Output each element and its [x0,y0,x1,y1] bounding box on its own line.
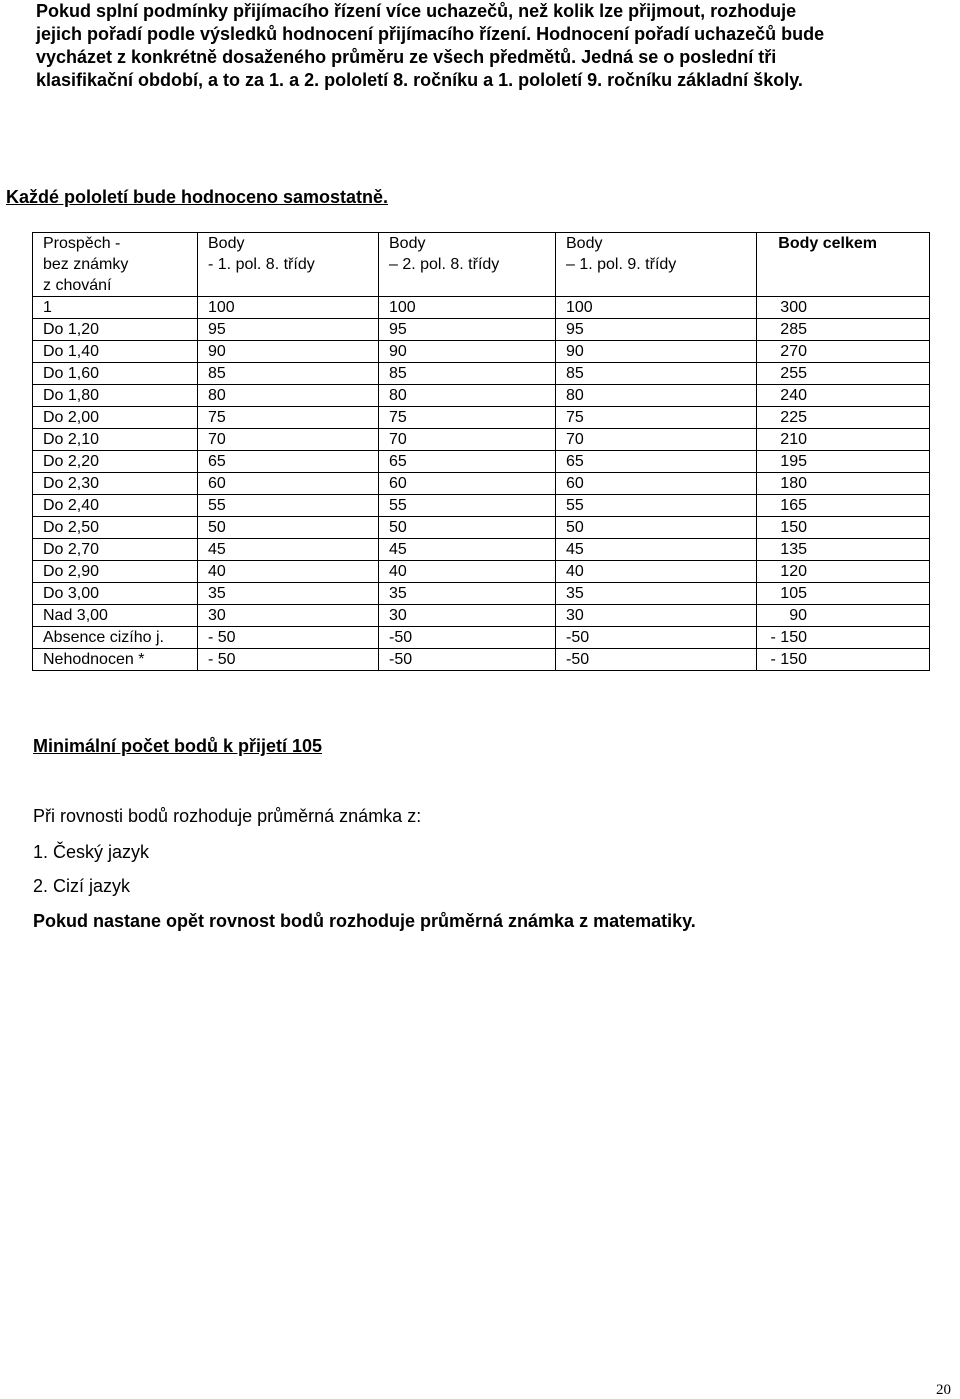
table-cell: 90 [198,341,379,363]
tie-break-item: 2. Cizí jazyk [33,876,131,896]
section-title: Každé pololetí bude hodnoceno samostatně. [6,187,389,207]
tie-break-item: 1. Český jazyk [33,842,150,862]
table-cell: 85 [379,363,556,385]
table-cell: 75 [198,407,379,429]
intro-line: klasifikační období, a to za 1. a 2. pololetí 8. ročníku a 1. pololetí 9. ročníku základní školy. [36,70,803,90]
table-cell: 60 [198,473,379,495]
table-cell: Do 2,50 [33,517,198,539]
table-cell: 105 [757,583,930,605]
table-cell: 210 [757,429,930,451]
table-cell: 95 [379,319,556,341]
table-cell: Do 1,60 [33,363,198,385]
table-cell: 30 [379,605,556,627]
table-cell: 60 [556,473,757,495]
table-row [33,341,930,363]
table-row [33,605,930,627]
intro-line: vycházet z konkrétně dosaženého průměru ze všech předmětů. Jedná se o poslední tři [36,47,777,67]
intro-paragraph [36,0,946,92]
table-cell: 95 [198,319,379,341]
table-cell: 255 [757,363,930,385]
tie-break-intro: Při rovnosti bodů rozhoduje průměrná známka z: [33,806,422,826]
table-cell: 135 [757,539,930,561]
table-cell: 65 [556,451,757,473]
table-cell: 45 [379,539,556,561]
table-row [33,583,930,605]
table-cell: 70 [198,429,379,451]
page-number: 20 [936,1382,951,1398]
table-row [33,517,930,539]
table-cell: - 150 [757,649,930,671]
table-cell: 55 [198,495,379,517]
table-cell: 180 [757,473,930,495]
table-row [33,539,930,561]
final-note: Pokud nastane opět rovnost bodů rozhoduje průměrná známka z matematiky. [33,911,696,931]
table-cell: 165 [757,495,930,517]
min-points-note: Minimální počet bodů k přijetí 105 [33,736,323,756]
table-cell: 30 [556,605,757,627]
table-cell: 45 [198,539,379,561]
table-cell: 80 [556,385,757,407]
table-cell: 300 [757,297,930,319]
table-cell: 85 [198,363,379,385]
table-cell: -50 [556,627,757,649]
table-cell: Do 1,40 [33,341,198,363]
table-cell: 40 [198,561,379,583]
table-cell: Do 2,10 [33,429,198,451]
table-cell: 90 [757,605,930,627]
table-cell: - 50 [198,627,379,649]
table-cell: 1 [33,297,198,319]
table-cell: Nad 3,00 [33,605,198,627]
table-cell: 35 [198,583,379,605]
table-cell: 75 [556,407,757,429]
points-table [32,232,930,671]
table-cell: 225 [757,407,930,429]
table-cell: Do 2,30 [33,473,198,495]
table-cell: Do 2,20 [33,451,198,473]
table-cell: 65 [198,451,379,473]
table-cell: 90 [556,341,757,363]
table-cell: 75 [379,407,556,429]
table-row [33,429,930,451]
table-cell: 100 [198,297,379,319]
table-cell: 50 [556,517,757,539]
table-cell: 150 [757,517,930,539]
table-cell: 55 [556,495,757,517]
table-cell: -50 [379,649,556,671]
table-row [33,297,930,319]
table-cell: 120 [757,561,930,583]
table-cell: 95 [556,319,757,341]
table-row [33,407,930,429]
table-cell: - 50 [198,649,379,671]
table-cell: 40 [556,561,757,583]
table-cell: 90 [379,341,556,363]
table-row [33,561,930,583]
table-cell: 70 [556,429,757,451]
table-cell: 240 [757,385,930,407]
table-cell: 60 [379,473,556,495]
table-cell: 100 [379,297,556,319]
table-row [33,473,930,495]
table-cell: Do 1,20 [33,319,198,341]
table-cell: 195 [757,451,930,473]
table-cell: 30 [198,605,379,627]
table-cell: Do 2,90 [33,561,198,583]
table-row [33,495,930,517]
intro-line: jejich pořadí podle výsledků hodnocení přijímacího řízení. Hodnocení pořadí uchazečů bude [36,24,825,44]
table-cell: 270 [757,341,930,363]
table-cell: Do 2,00 [33,407,198,429]
table-cell: 35 [379,583,556,605]
table-cell: Do 1,80 [33,385,198,407]
table-cell: Nehodnocen * [33,649,198,671]
table-cell: 80 [379,385,556,407]
table-cell: 35 [556,583,757,605]
table-row [33,451,930,473]
table-cell: 80 [198,385,379,407]
table-cell: 50 [198,517,379,539]
table-row [33,385,930,407]
header-grade: Prospěch - bez známky z chování [33,233,198,297]
header-points-8-1: Body - 1. pol. 8. třídy [198,233,379,297]
table-row [33,649,930,671]
table-row [33,319,930,341]
header-points-9-1: Body – 1. pol. 9. třídy [556,233,757,297]
table-cell: 70 [379,429,556,451]
table-row [33,627,930,649]
intro-line: Pokud splní podmínky přijímacího řízení více uchazečů, než kolik lze přijmout, rozhoduje [36,1,797,21]
table-cell: - 150 [757,627,930,649]
table-cell: 55 [379,495,556,517]
table-cell: Do 3,00 [33,583,198,605]
table-cell: 285 [757,319,930,341]
table-cell: 45 [556,539,757,561]
table-cell: Do 2,40 [33,495,198,517]
table-cell: Do 2,70 [33,539,198,561]
table-cell: -50 [556,649,757,671]
table-cell: 40 [379,561,556,583]
header-total: Body celkem [757,233,930,297]
table-cell: -50 [379,627,556,649]
table-cell: 100 [556,297,757,319]
header-points-8-2: Body – 2. pol. 8. třídy [379,233,556,297]
table-cell: 50 [379,517,556,539]
table-row [33,363,930,385]
table-cell: Absence cizího j. [33,627,198,649]
table-header-row [33,233,930,297]
table-cell: 65 [379,451,556,473]
table-cell: 85 [556,363,757,385]
